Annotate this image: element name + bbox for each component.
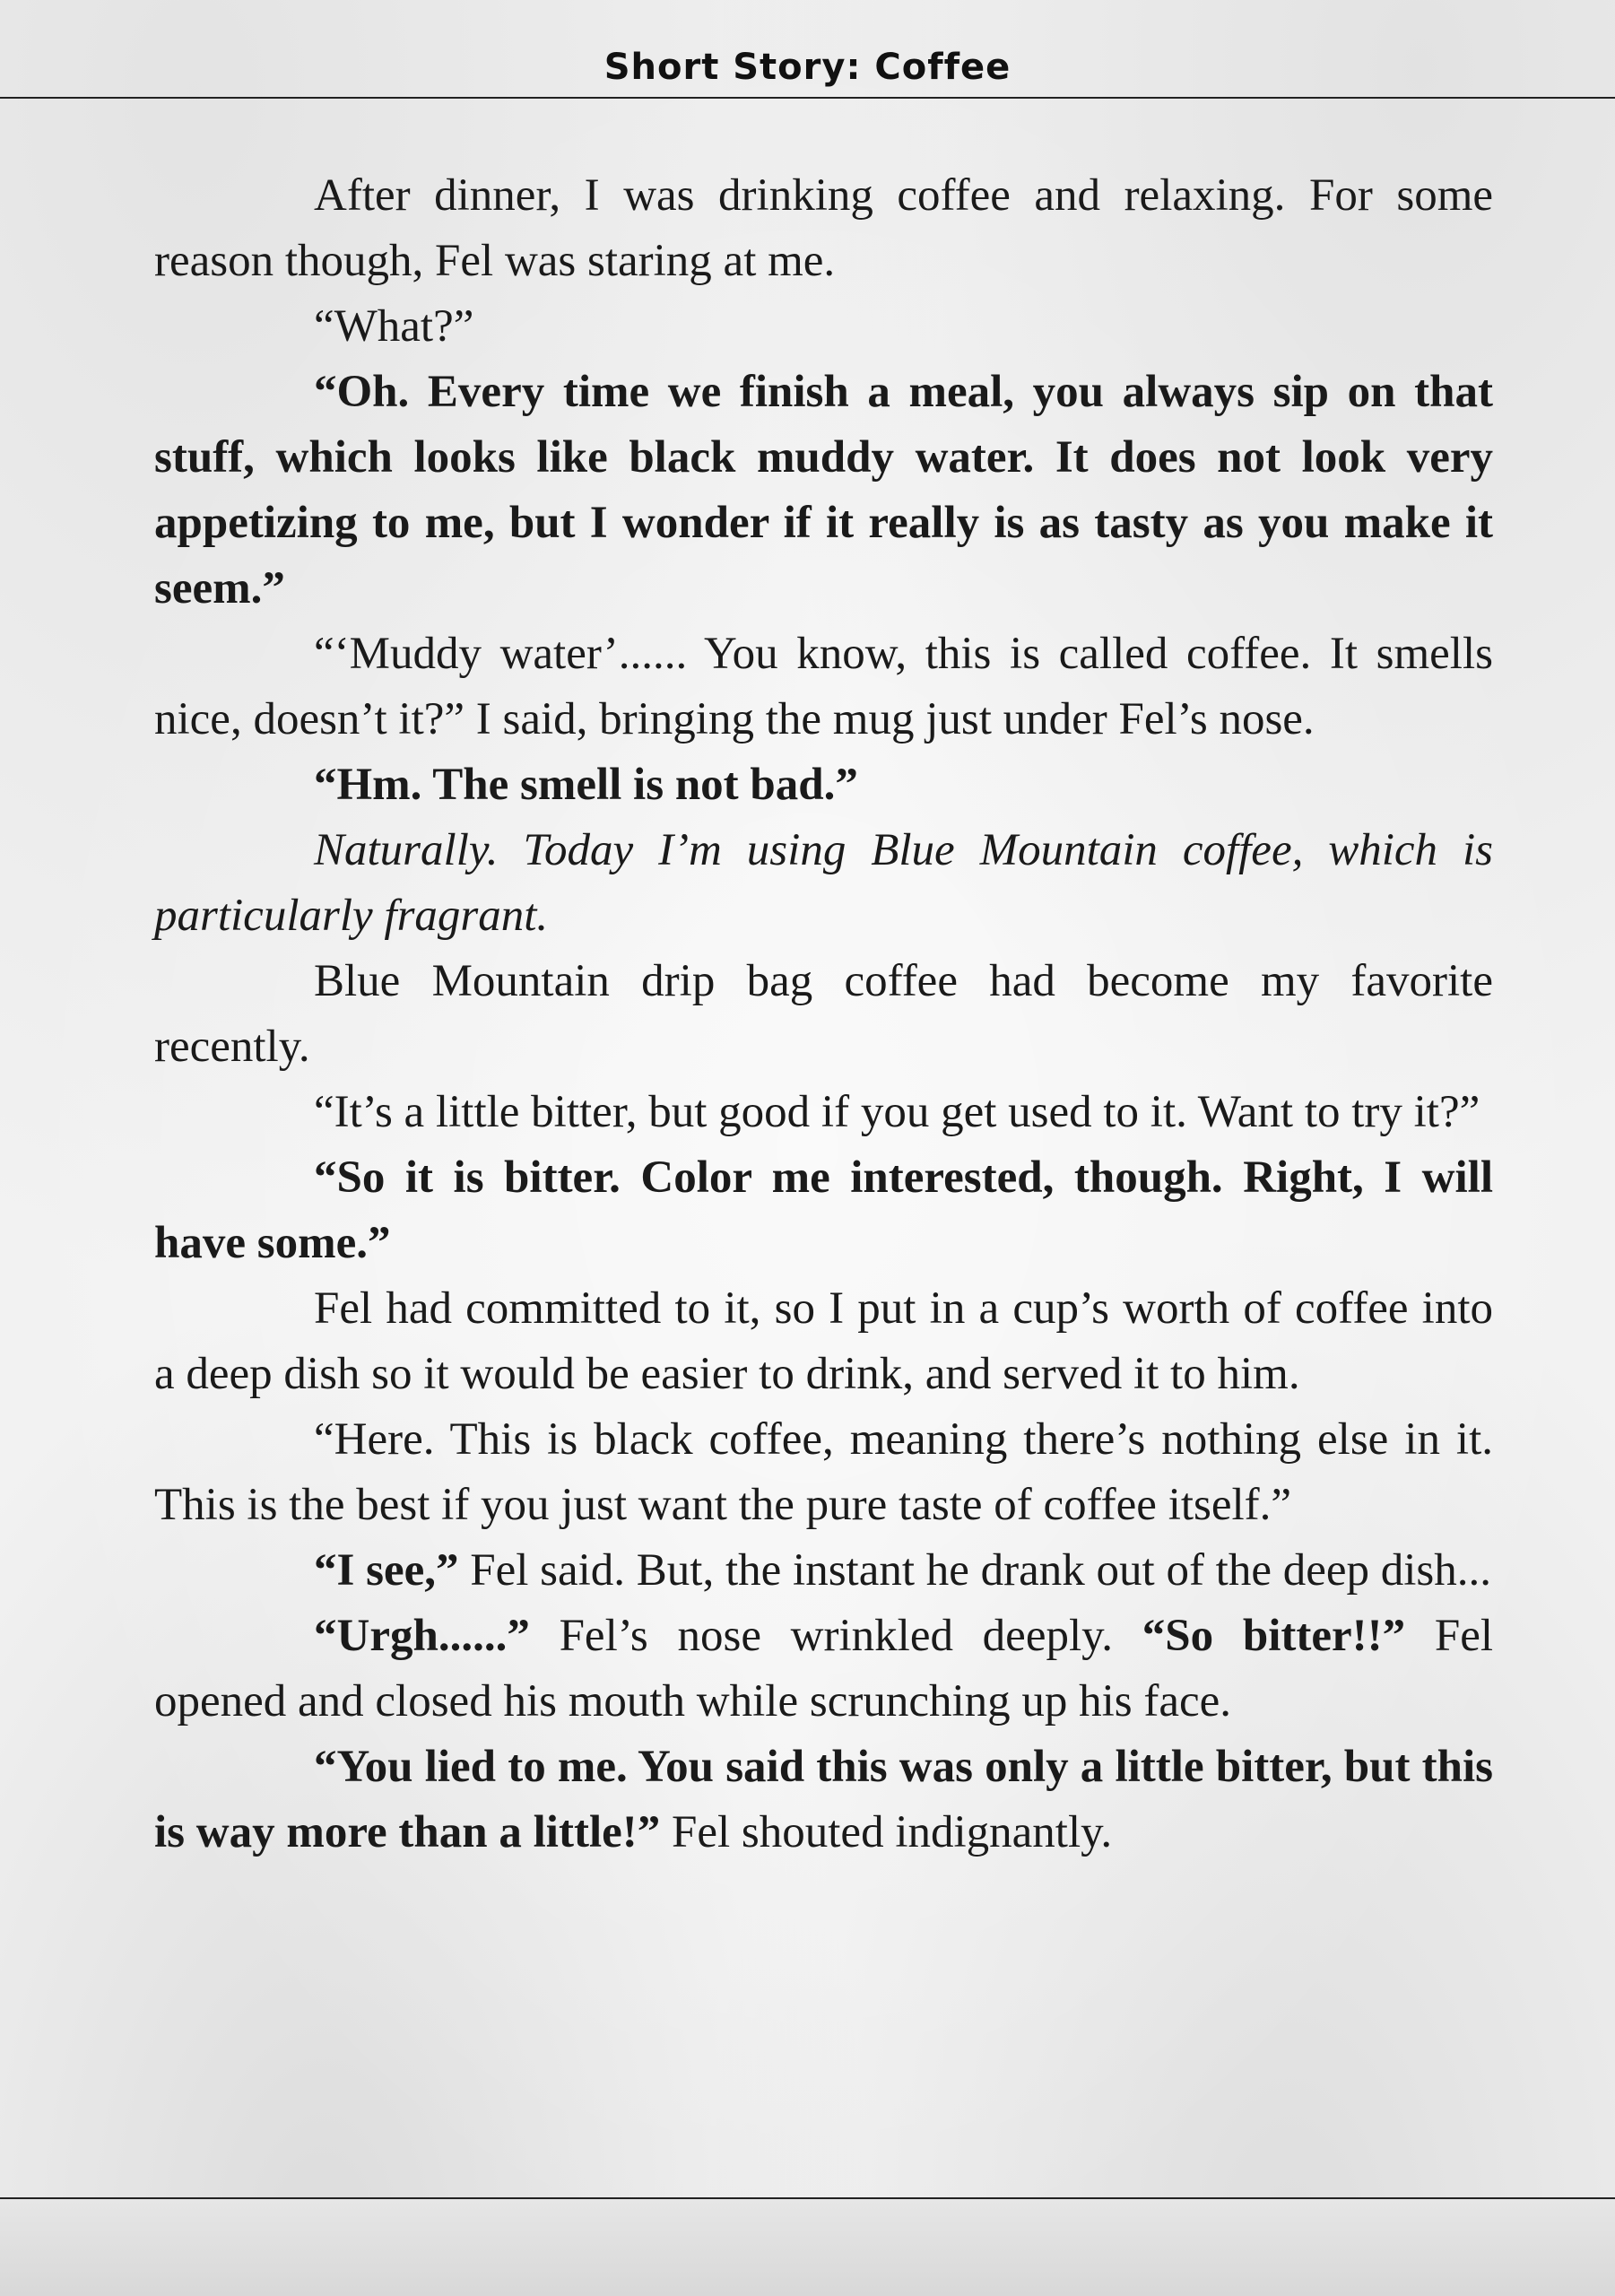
dialogue-bold: “So bitter!!”: [1142, 1611, 1406, 1661]
story-paragraph: [154, 1735, 1493, 1866]
story-paragraph: [154, 1276, 1493, 1407]
thought-italic: Naturally. Today I’m using Blue Mountain coffee, which is particularly fragrant.: [154, 825, 1493, 941]
story-paragraph: [154, 1080, 1493, 1145]
narration-text: “Here. This is black coffee, meaning there’s nothing else in it. This is the best if you just want the pure taste of coffee itself.”: [154, 1414, 1493, 1530]
page-title: Short Story: Coffee: [603, 47, 1012, 88]
narration-text: “‘Muddy water’...... You know, this is called coffee. It smells nice, doesn’t it?” I said, bringing the mug just under Fel’s nose.: [154, 629, 1493, 744]
story-paragraph: [154, 1604, 1493, 1735]
story-paragraph: [154, 294, 1493, 360]
story-paragraph: [154, 752, 1493, 818]
story-body: [154, 163, 1493, 1866]
story-paragraph: [154, 360, 1493, 622]
story-paragraph: [154, 818, 1493, 949]
story-paragraph: [154, 1145, 1493, 1276]
dialogue-bold: “So it is bitter. Color me interested, though. Right, I will have some.”: [154, 1152, 1493, 1268]
story-paragraph: [154, 163, 1493, 294]
narration-text: Fel opened and closed his mouth while scrunching up his face.: [154, 1611, 1493, 1726]
narration-text: After dinner, I was drinking coffee and relaxing. For some reason though, Fel was staring at me.: [154, 170, 1493, 286]
narration-text: Fel said. But, the instant he drank out of the deep dish...: [458, 1545, 1492, 1596]
story-paragraph: [154, 622, 1493, 752]
narration-text: Fel had committed to it, so I put in a cup’s worth of coffee into a deep dish so it would be easier to drink, and served it to him.: [154, 1283, 1493, 1399]
narration-text: “What?”: [314, 301, 474, 352]
narration-text: Fel shouted indignantly.: [660, 1807, 1113, 1857]
dialogue-bold: “Urgh......”: [314, 1611, 530, 1661]
dialogue-bold: “Hm. The smell is not bad.”: [314, 760, 858, 810]
narration-text: Fel’s nose wrinkled deeply.: [529, 1611, 1142, 1661]
dialogue-bold: “I see,”: [314, 1545, 459, 1596]
dialogue-bold: “You lied to me. You said this was only a little bitter, but this is way more than a little!”: [154, 1742, 1493, 1857]
footer-band: [0, 2199, 1615, 2296]
page-header: [0, 0, 1615, 99]
story-paragraph: [154, 1407, 1493, 1538]
narration-text: “It’s a little bitter, but good if you get used to it. Want to try it?”: [314, 1087, 1480, 1137]
header-divider: [0, 97, 1615, 99]
dialogue-bold: “Oh. Every time we finish a meal, you always sip on that stuff, which looks like black muddy water. It does not look very appetizing to me, but I wonder if it really is as tasty as you make it seem.”: [154, 367, 1493, 613]
story-paragraph: [154, 1538, 1493, 1604]
story-paragraph: [154, 949, 1493, 1080]
narration-text: Blue Mountain drip bag coffee had become my favorite recently.: [154, 956, 1493, 1072]
